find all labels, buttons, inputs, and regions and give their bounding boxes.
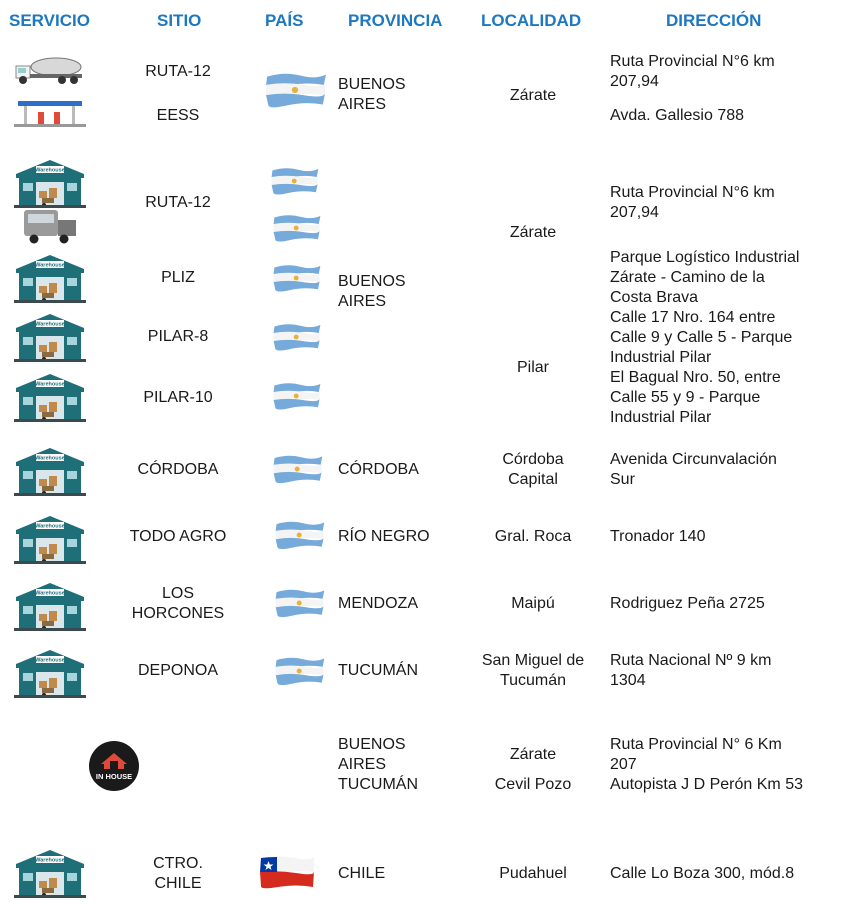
direccion-cordoba: Avenida Circunvalación Sur bbox=[610, 451, 777, 488]
header-localidad: LOCALIDAD bbox=[481, 11, 582, 30]
warehouse-icon bbox=[14, 648, 86, 698]
argentina-flag-icon bbox=[264, 70, 328, 110]
argentina-flag-icon bbox=[272, 452, 324, 486]
site-ctro-chile: CTRO. CHILE bbox=[153, 855, 203, 892]
site-pilar8: PILAR-8 bbox=[147, 328, 209, 345]
chile-flag-icon bbox=[258, 854, 316, 890]
direccion-ruta12: Ruta Provincial N°6 km 207,94 bbox=[610, 53, 775, 90]
tanker-truck-icon bbox=[14, 54, 84, 86]
localidad-zarate-2: Zárate bbox=[509, 224, 557, 241]
direccion-inhouse-1: Ruta Provincial N° 6 Km 207 bbox=[610, 736, 782, 773]
localidad-pudahuel: Pudahuel bbox=[499, 865, 567, 882]
argentina-flag-icon bbox=[274, 586, 326, 620]
provincia-chile: CHILE bbox=[338, 865, 386, 882]
header-direccion: DIRECCIÓN bbox=[666, 11, 762, 30]
provincia-rio-negro: RÍO NEGRO bbox=[338, 528, 430, 545]
header-servicio: SERVICIO bbox=[9, 11, 90, 30]
direccion-todo-agro: Tronador 140 bbox=[610, 528, 706, 545]
site-ruta12: RUTA-12 bbox=[145, 63, 211, 80]
svg-text:IN HOUSE: IN HOUSE bbox=[95, 772, 133, 781]
direccion-deponoa: Ruta Nacional Nº 9 km 1304 bbox=[610, 652, 772, 689]
direccion-los-horcones: Rodriguez Peña 2725 bbox=[610, 595, 765, 612]
gas-station-icon bbox=[14, 99, 86, 127]
provincia-tucuman: TUCUMÁN bbox=[338, 662, 418, 679]
localidad-pilar: Pilar bbox=[516, 359, 549, 376]
argentina-flag-icon bbox=[272, 262, 322, 294]
warehouse-icon bbox=[14, 253, 86, 303]
direccion-eess: Avda. Gallesio 788 bbox=[610, 107, 745, 124]
site-ruta12-2: RUTA-12 bbox=[145, 194, 211, 211]
argentina-flag-icon bbox=[272, 321, 322, 353]
site-cordoba: CÓRDOBA bbox=[137, 461, 219, 478]
site-eess: EESS bbox=[156, 107, 200, 124]
argentina-flag-icon bbox=[274, 654, 326, 688]
warehouse-icon bbox=[14, 158, 86, 208]
argentina-flag-icon bbox=[272, 212, 322, 244]
warehouse-icon bbox=[14, 581, 86, 631]
warehouse-icon bbox=[14, 514, 86, 564]
provincia-buenos-aires-2: BUENOS AIRES bbox=[338, 273, 406, 310]
provincia-inhouse: BUENOS AIRES TUCUMÁN bbox=[338, 736, 418, 793]
warehouse-icon bbox=[14, 312, 86, 362]
direccion-chile: Calle Lo Boza 300, mód.8 bbox=[610, 865, 795, 882]
argentina-flag-icon bbox=[272, 380, 322, 412]
localidad-cordoba: Córdoba Capital bbox=[502, 451, 564, 488]
site-los-horcones: LOS HORCONES bbox=[131, 585, 225, 622]
provincia-mendoza: MENDOZA bbox=[338, 595, 418, 612]
direccion-inhouse-2: Autopista J D Perón Km 53 bbox=[610, 776, 803, 793]
direccion-pilar8: Calle 17 Nro. 164 entre Calle 9 y Calle 5 - Parque Industrial Pilar bbox=[610, 309, 793, 366]
header-provincia: PROVINCIA bbox=[348, 11, 443, 30]
site-todo-agro: TODO AGRO bbox=[129, 528, 227, 545]
site-deponoa: DEPONOA bbox=[137, 662, 218, 679]
argentina-flag-icon bbox=[270, 165, 320, 197]
header-pais: PAÍS bbox=[265, 11, 304, 30]
site-pliz: PLIZ bbox=[161, 269, 195, 286]
site-pilar10: PILAR-10 bbox=[143, 389, 213, 406]
localidad-san-miguel: San Miguel de Tucumán bbox=[481, 652, 585, 689]
localidad-maipu: Maipú bbox=[511, 595, 555, 612]
warehouse-icon bbox=[14, 446, 86, 496]
localidad-inhouse-cevil-pozo: Cevil Pozo bbox=[494, 776, 572, 793]
warehouse-icon bbox=[14, 848, 86, 898]
provincia-cordoba: CÓRDOBA bbox=[338, 461, 419, 478]
localidad-zarate: Zárate bbox=[509, 87, 557, 104]
direccion-ruta12-2: Ruta Provincial N°6 km 207,94 bbox=[610, 184, 775, 221]
header-sitio: SITIO bbox=[157, 11, 202, 30]
direccion-pilar10: El Bagual Nro. 50, entre Calle 55 y 9 - Parque Industrial Pilar bbox=[610, 369, 781, 426]
warehouse-icon bbox=[14, 372, 86, 422]
localidad-gral-roca: Gral. Roca bbox=[494, 528, 572, 545]
localidad-inhouse-zarate: Zárate bbox=[509, 746, 557, 763]
argentina-flag-icon bbox=[274, 518, 326, 552]
provincia-buenos-aires: BUENOS AIRES bbox=[338, 76, 406, 113]
inhouse-icon bbox=[88, 740, 140, 792]
direccion-pliz: Parque Logístico Industrial Zárate - Camino de la Costa Brava bbox=[610, 249, 800, 306]
truck-icon bbox=[22, 204, 78, 244]
